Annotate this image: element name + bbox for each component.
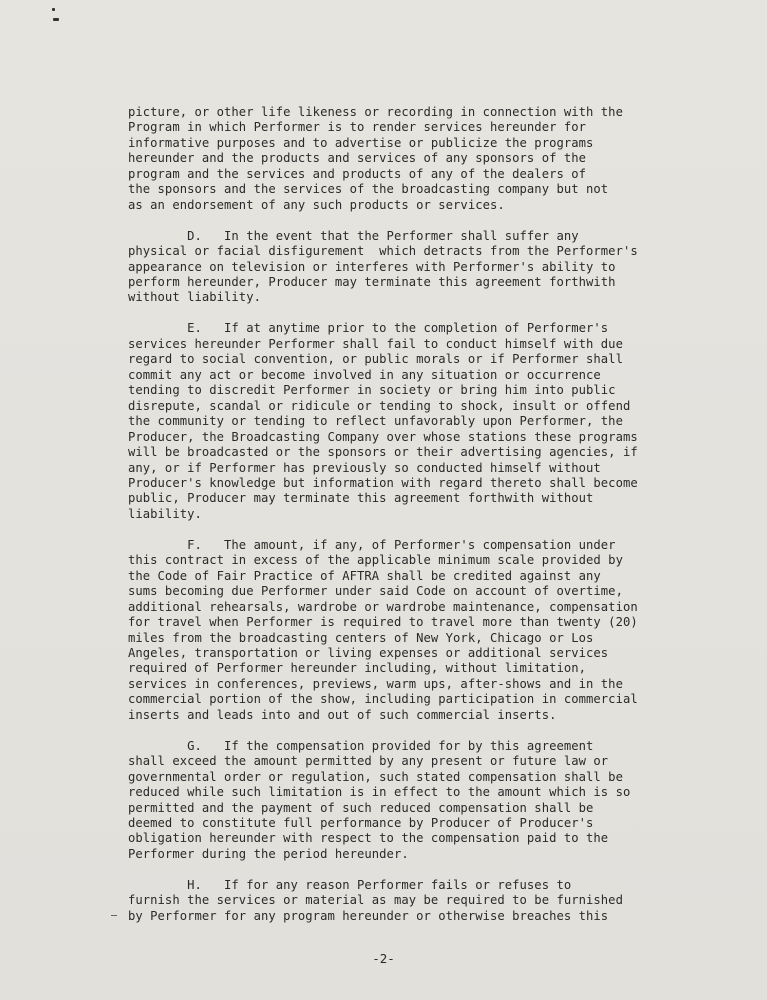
text-line: as an endorsement of any such products or services. [128,197,505,212]
text-line: shall exceed the amount permitted by any present or future law or [128,754,609,769]
text-line: perform hereunder, Producer may terminate this agreement forthwith [128,275,616,290]
text-line: reduced while such limitation is in effect to the amount which is so [128,785,631,800]
text-line: H. If for any reason Performer fails or refuses to [128,877,572,892]
contract-body [128,105,648,940]
text-line: without liability. [128,290,261,305]
text-line: the community or tending to reflect unfavorably upon Performer, the [128,414,623,429]
text-line: required of Performer hereunder including, without limitation, [128,661,587,676]
text-line: commercial portion of the show, including participation in commercial [128,692,638,707]
text-line: Producer, the Broadcasting Company over whose stations these programs [128,429,638,444]
text-line: disrepute, scandal or ridicule or tending to shock, insult or offend [128,398,631,413]
paragraph [128,878,648,924]
text-line: regard to social convention, or public morals or if Performer shall [128,352,623,367]
text-line: furnish the services or material as may be required to be furnished [128,893,623,908]
text-line: permitted and the payment of such reduced compensation shall be [128,800,594,815]
text-line: the sponsors and the services of the broadcasting company but not [128,182,609,197]
text-line: physical or facial disfigurement which detracts from the Performer's [128,244,638,259]
text-line: for travel when Performer is required to travel more than twenty (20) [128,615,638,630]
corner-ink-mark [48,8,62,24]
text-line: program and the services and products of any of the dealers of [128,166,587,181]
text-line: will be broadcasted or the sponsors or their advertising agencies, if [128,445,638,460]
text-line: deemed to constitute full performance by Producer of Producer's [128,816,594,831]
text-line: liability. [128,506,202,521]
text-line: public, Producer may terminate this agreement forthwith without [128,491,594,506]
text-line: informative purposes and to advertise or publicize the programs [128,135,594,150]
text-line: Performer during the period hereunder. [128,846,409,861]
text-line: tending to discredit Performer in society or bring him into public [128,383,616,398]
text-line: E. If at anytime prior to the completion of Performer's [128,321,609,336]
text-line: Producer's knowledge but information with regard thereto shall become [128,475,638,490]
text-line: sums becoming due Performer under said Code on account of overtime, [128,584,623,599]
paragraph [128,229,648,306]
text-line: miles from the broadcasting centers of New York, Chicago or Los [128,630,594,645]
text-line: this contract in excess of the applicable minimum scale provided by [128,553,623,568]
page-number: -2- [372,951,395,966]
paragraph [128,739,648,863]
text-line: appearance on television or interferes with Performer's ability to [128,259,616,274]
text-line: picture, or other life likeness or recording in connection with the [128,105,623,119]
paragraph [128,538,648,723]
stray-pen-mark [111,915,117,916]
text-line: the Code of Fair Practice of AFTRA shall be credited against any [128,568,601,583]
text-line: governmental order or regulation, such stated compensation shall be [128,769,623,784]
text-line: services hereunder Performer shall fail to conduct himself with due [128,336,623,351]
text-line: D. In the event that the Performer shall suffer any [128,228,579,243]
text-line: any, or if Performer has previously so conducted himself without [128,460,601,475]
paragraph [128,105,648,213]
paragraph [128,321,648,522]
text-line: commit any act or become involved in any situation or occurrence [128,367,601,382]
text-line: inserts and leads into and out of such commercial inserts. [128,707,557,722]
text-line: hereunder and the products and services of any sponsors of the [128,151,587,166]
text-line: Program in which Performer is to render services hereunder for [128,120,587,135]
text-line: by Performer for any program hereunder or otherwise breaches this [128,908,609,923]
text-line: F. The amount, if any, of Performer's compensation under [128,537,616,552]
text-line: Angeles, transportation or living expenses or additional services [128,646,609,660]
text-line: obligation hereunder with respect to the compensation paid to the [128,831,609,846]
text-line: services in conferences, previews, warm ups, after-shows and in the [128,676,623,691]
text-line: additional rehearsals, wardrobe or wardrobe maintenance, compensation [128,599,638,614]
text-line: G. If the compensation provided for by this agreement [128,738,594,753]
